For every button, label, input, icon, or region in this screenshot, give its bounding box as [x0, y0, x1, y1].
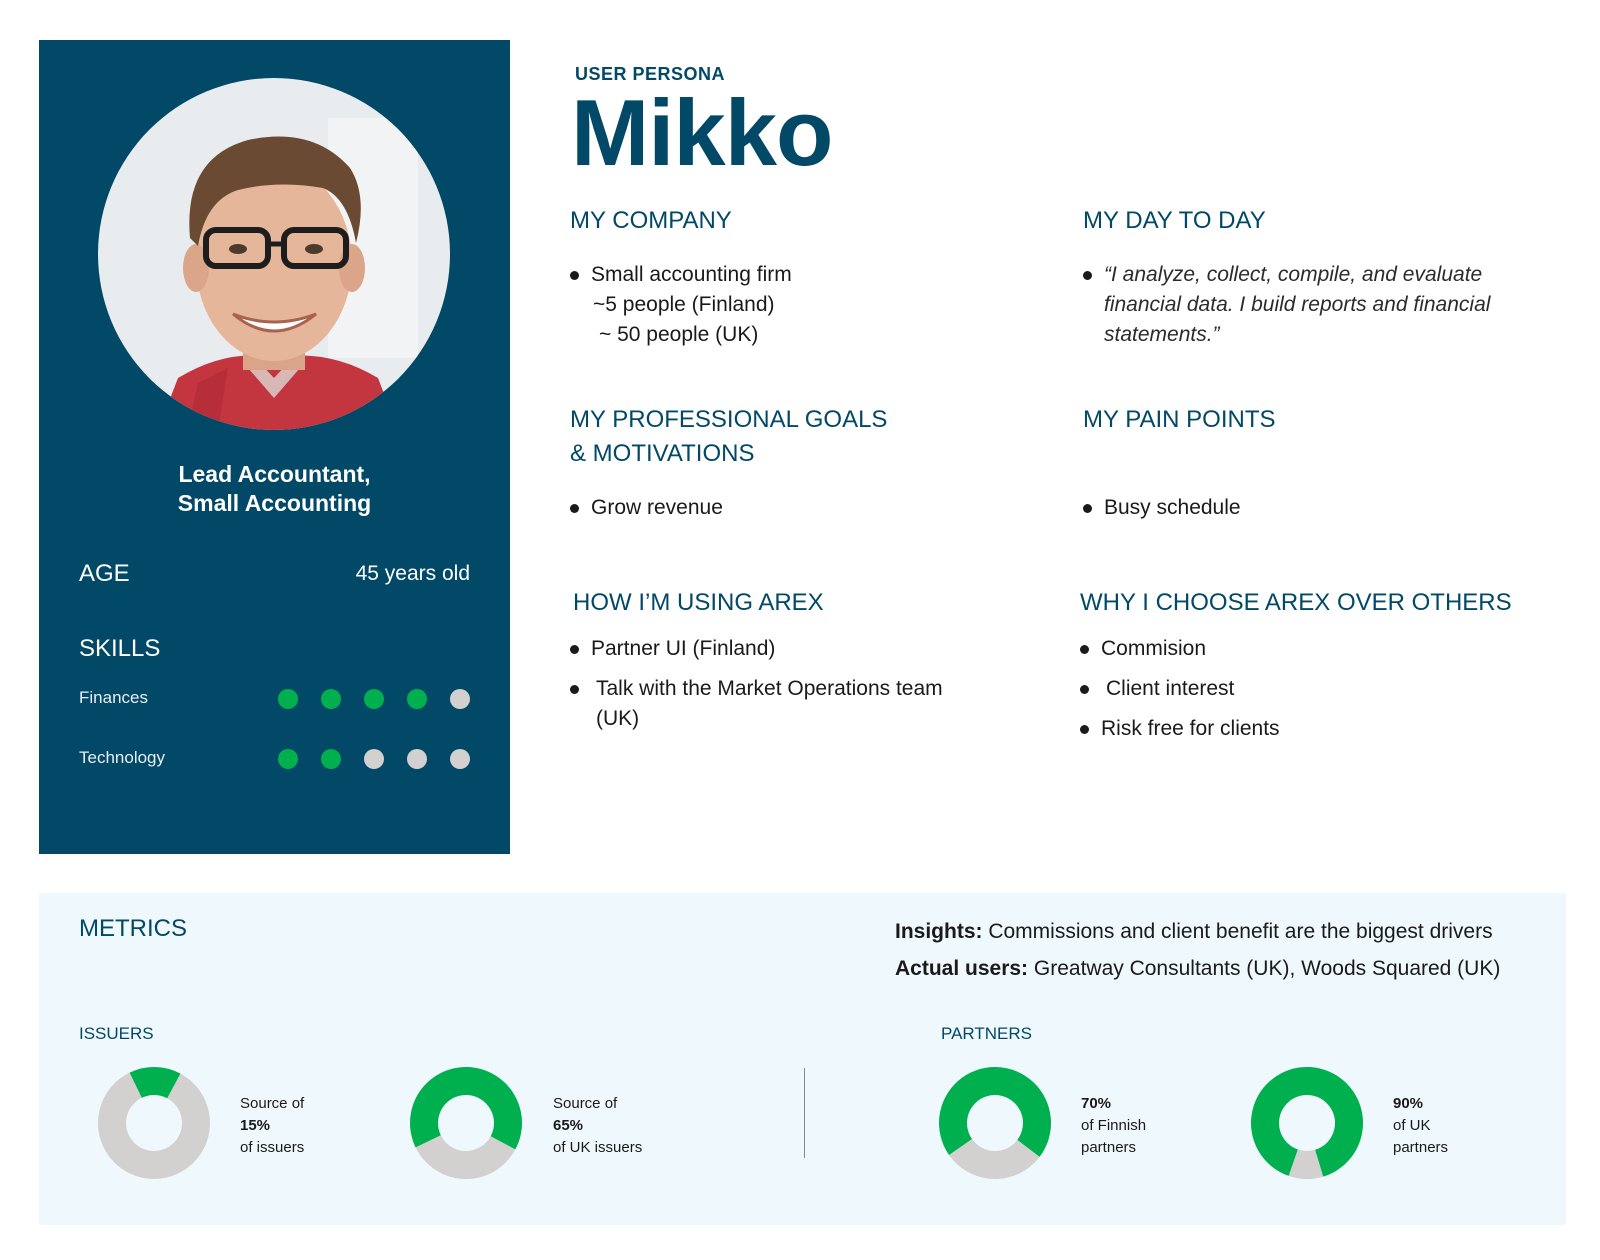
section-why-choose-arex: [1080, 586, 1550, 754]
caption-post: of issuers: [240, 1139, 305, 1156]
list-item: Grow revenue: [570, 493, 1040, 523]
bullet-list: [570, 260, 1040, 350]
caption-post: of UK: [1393, 1117, 1431, 1134]
section-pain-points: [1083, 403, 1553, 533]
caption-post: partners: [1393, 1139, 1449, 1156]
list-item: Talk with the Market Operations team (UK): [570, 674, 950, 734]
age-label: AGE: [79, 560, 130, 587]
partners-label: PARTNERS: [941, 1024, 1033, 1043]
donut-value-slice: [939, 1067, 1051, 1157]
caption-pre: Source of: [240, 1095, 305, 1112]
job-title-line-1: Lead Accountant,: [178, 461, 371, 487]
caption-value: 70%: [1081, 1095, 1112, 1112]
skill-rating: [278, 689, 470, 709]
skill-dot-empty: [364, 749, 384, 769]
section-title: MY PAIN POINTS: [1083, 406, 1276, 433]
list-item: Busy schedule: [1083, 493, 1553, 523]
skill-row-technology: [79, 744, 470, 774]
quote-item: “I analyze, collect, compile, and evaluate financial data. I build reports and financial statements.”: [1083, 260, 1553, 350]
metrics-title: METRICS: [79, 915, 187, 942]
bullet-list: [1080, 634, 1550, 744]
issuers-label: ISSUERS: [79, 1024, 154, 1043]
avatar: [98, 78, 450, 430]
list-item: [570, 260, 1040, 350]
persona-name: Mikko: [571, 80, 833, 185]
list-item-subtext: ~5 people (Finland): [593, 293, 775, 316]
metrics-panel: [39, 893, 1566, 1225]
section-title: MY DAY TO DAY: [1083, 207, 1266, 234]
bullet-list: [1083, 260, 1553, 350]
insights-line: [895, 913, 1500, 950]
profile-card: [39, 40, 510, 854]
skill-dot-filled: [364, 689, 384, 709]
section-my-company: [570, 204, 1040, 360]
skill-name: Finances: [79, 688, 148, 707]
donut-chart-uk-issuers: [409, 1066, 523, 1180]
skills-label: SKILLS: [79, 635, 161, 662]
skill-name: Technology: [79, 748, 166, 767]
insights-text: Commissions and client benefit are the biggest drivers: [982, 920, 1493, 943]
skill-dot-empty: [407, 749, 427, 769]
insights-label: Insights:: [895, 920, 983, 943]
bullet-list: [573, 634, 1043, 734]
skill-rating: [278, 749, 470, 769]
job-title-line-2: Small Accounting: [177, 490, 372, 516]
caption-post: of UK issuers: [553, 1139, 643, 1156]
donut-caption: [553, 1093, 642, 1159]
skill-dot-filled: [407, 689, 427, 709]
actual-users-text: Greatway Consultants (UK), Woods Squared (UK): [1028, 957, 1501, 980]
persona-eyebrow: USER PERSONA: [575, 64, 726, 84]
section-how-using-arex: [573, 586, 1043, 744]
actual-users-label: Actual users:: [895, 957, 1029, 980]
age-value: 45 years old: [355, 562, 470, 585]
donut-chart-uk-partners: [1250, 1066, 1364, 1180]
avatar-photo: [98, 78, 450, 430]
donut-caption: [1393, 1093, 1448, 1159]
section-professional-goals: [570, 403, 1040, 533]
donut-remainder-slice: [416, 1135, 516, 1179]
list-item: Partner UI (Finland): [570, 634, 1043, 664]
list-item: Client interest: [1080, 674, 1550, 704]
caption-value: 15%: [240, 1117, 271, 1134]
skill-dot-empty: [450, 749, 470, 769]
donut-chart-finnish-partners: [938, 1066, 1052, 1180]
section-title: MY COMPANY: [570, 207, 732, 234]
bullet-list: [570, 493, 1040, 523]
section-title-line-1: MY PROFESSIONAL GOALS: [570, 406, 888, 433]
skill-dot-empty: [450, 689, 470, 709]
section-title-line-2: & MOTIVATIONS: [570, 440, 755, 467]
donut-value-slice: [410, 1067, 522, 1149]
list-item: Risk free for clients: [1080, 714, 1550, 744]
section-title: WHY I CHOOSE AREX OVER OTHERS: [1080, 589, 1512, 616]
actual-users-line: [895, 950, 1500, 987]
section-title: HOW I’M USING AREX: [573, 589, 824, 616]
skill-dot-filled: [278, 749, 298, 769]
list-item-text: Small accounting firm: [591, 263, 792, 286]
donut-caption: [240, 1093, 304, 1159]
skill-dot-filled: [321, 689, 341, 709]
skill-dot-filled: [321, 749, 341, 769]
donut-chart-issuers: [97, 1066, 211, 1180]
bullet-list: [1083, 493, 1553, 523]
list-item-subtext: ~ 50 people (UK): [599, 323, 759, 346]
caption-post: partners: [1081, 1139, 1137, 1156]
donut-caption: [1081, 1093, 1146, 1159]
list-item: Commision: [1080, 634, 1550, 664]
caption-value: 90%: [1393, 1095, 1424, 1112]
caption-post: of Finnish: [1081, 1117, 1147, 1134]
skill-dot-filled: [278, 689, 298, 709]
caption-value: 65%: [553, 1117, 584, 1134]
job-title: [39, 460, 510, 518]
skill-row-finances: [79, 684, 470, 714]
section-my-day-to-day: [1083, 204, 1553, 360]
insights-block: [895, 913, 1500, 987]
metrics-divider: [804, 1068, 805, 1158]
caption-pre: Source of: [553, 1095, 618, 1112]
section-title: [570, 403, 1040, 471]
